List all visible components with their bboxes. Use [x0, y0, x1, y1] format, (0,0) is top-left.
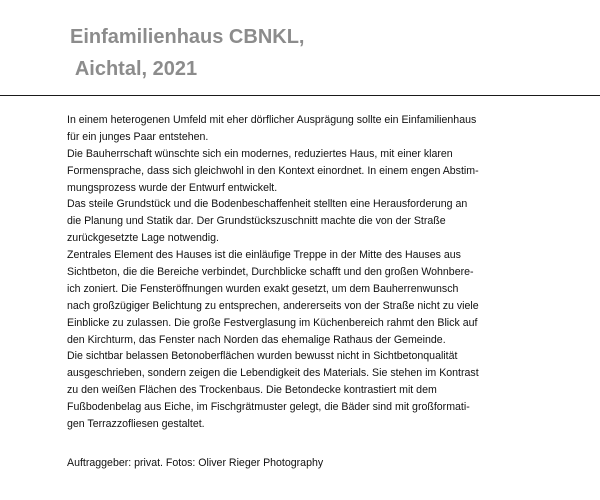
description-line: zurückgesetzte Lage notwendig. [67, 232, 219, 245]
credits-line: Auftraggeber: privat. Fotos: Oliver Rieger Photography [67, 457, 324, 469]
project-description [67, 112, 517, 433]
description-line: Formensprache, dass sich gleichwohl in den Kontext einordnet. In einem engen Abstim- [67, 164, 479, 177]
header-divider [0, 95, 600, 96]
description-line: nach großzügiger Belichtung zu entsprechen, andererseits von der Straße nicht zu viele [67, 299, 479, 312]
description-line: gen Terrazzofliesen gestaltet. [67, 418, 205, 431]
description-line: mungsprozess wurde der Entwurf entwickelt. [67, 181, 278, 194]
description-line: Die sichtbar belassen Betonoberflächen wurden bewusst nicht in Sichtbetonqualität [67, 350, 458, 363]
page-header [0, 0, 600, 96]
description-line: In einem heterogenen Umfeld mit eher dörflicher Ausprägung sollte ein Einfamilienhaus [67, 114, 477, 126]
project-title: Einfamilienhaus CBNKL, [70, 26, 305, 48]
description-line: Das steile Grundstück und die Bodenbeschaffenheit stellten eine Herausforderung an [67, 198, 468, 211]
description-line: Die Bauherrschaft wünschte sich ein modernes, reduziertes Haus, mit einer klaren [67, 147, 453, 160]
description-line: zu den weißen Flächen des Trockenbaus. Die Betondecke kontrastiert mit dem [67, 384, 437, 397]
description-line: ausgeschrieben, sondern zeigen die Lebendigkeit des Materials. Sie stehen im Kontrast [67, 367, 479, 380]
description-line: den Kirchturm, das Fenster nach Norden das ehemalige Rathaus der Gemeinde. [67, 333, 446, 346]
description-line: Einblicke zu zulassen. Die große Festverglasung im Küchenbereich rahmt den Blick auf [67, 316, 478, 329]
description-line: ich zoniert. Die Fensteröffnungen wurden exakt gesetzt, um dem Bauherrenwunsch [67, 282, 459, 295]
description-line: Fußbodenbelag aus Eiche, im Fischgrätmuster gelegt, die Bäder sind mit großformati- [67, 401, 470, 414]
project-location-year: Aichtal, 2021 [70, 58, 198, 80]
description-line: für ein junges Paar entstehen. [67, 130, 209, 143]
description-line: Zentrales Element des Hauses ist die einläufige Treppe in der Mitte des Hauses aus [67, 249, 461, 262]
description-line: Sichtbeton, die die Bereiche verbindet, Durchblicke schafft und den großen Wohnbere- [67, 266, 474, 279]
description-line: die Planung und Statik dar. Der Grundstückszuschnitt machte die von der Straße [67, 215, 446, 228]
